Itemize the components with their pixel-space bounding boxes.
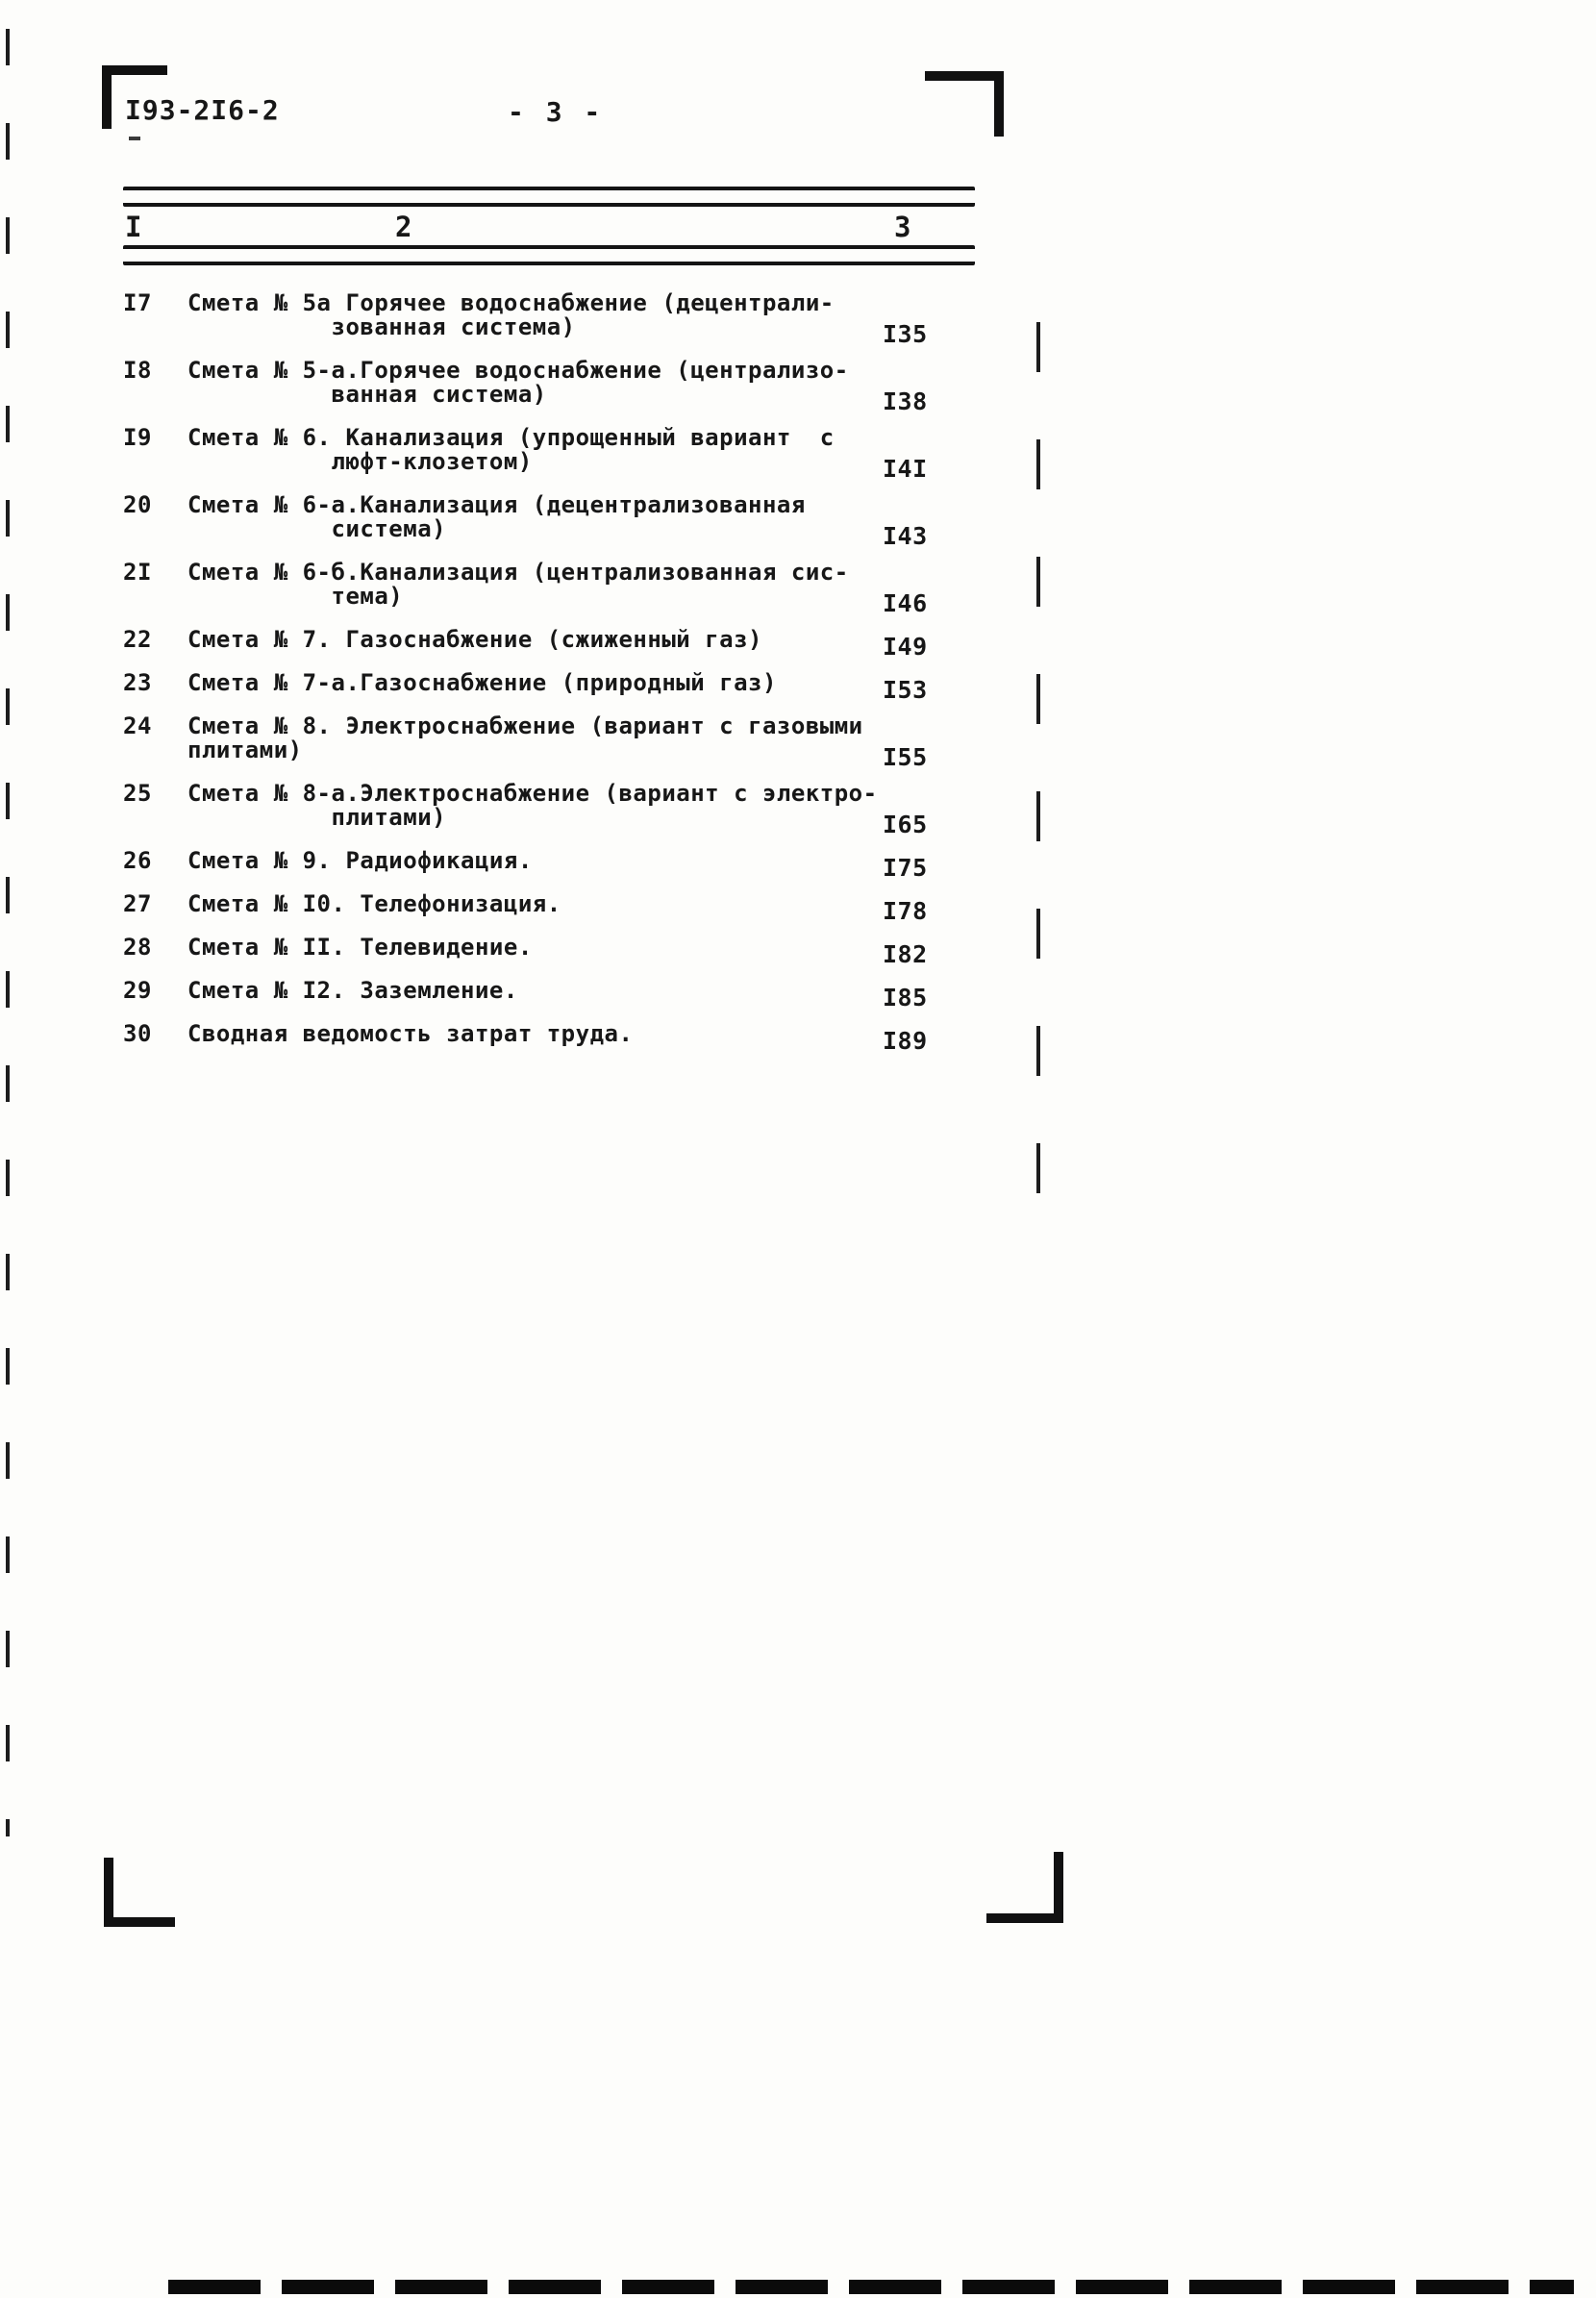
toc-row-title-line1: Смета № 5а Горячее водоснабжение (децентрали- [187,289,835,316]
toc-row-title-line1: Смета № 6-б.Канализация (централизованная сис- [187,559,849,586]
column-header-3: 3 [894,211,911,243]
toc-row-title [187,493,975,541]
toc-row-title-line1: Смета № 7. Газоснабжение (сжиженный газ) [187,626,762,653]
scan-artifact-bottom [168,2280,1574,2294]
toc-row-page: I43 [883,522,928,550]
toc-row-title [187,936,975,960]
toc-row-number: 26 [123,847,152,874]
toc-row-title-line1: Смета № 8-а.Электроснабжение (вариант с электро- [187,780,878,807]
toc-row-title-line1: Сводная ведомость затрат труда. [187,1020,634,1047]
toc-row-title [187,426,975,474]
crop-mark-bottom-right [986,1852,1063,1923]
toc-row-title [187,979,975,1003]
toc-body [123,289,975,1055]
column-header-row [123,207,975,245]
underline-mark [129,137,140,140]
toc-row [123,289,975,348]
toc-row-title-line2: ванная система) [187,381,547,408]
toc-row-title [187,671,975,695]
toc-row-number: I9 [123,424,152,451]
toc-row-page: I89 [883,1027,928,1055]
column-header-2: 2 [395,211,412,243]
toc-row [123,626,975,661]
toc-row-title [187,628,975,652]
toc-row-number: 22 [123,626,152,653]
toc-row-title-line1: Смета № I2. Заземление. [187,977,518,1004]
toc-row-number: 24 [123,712,152,739]
toc-row-number: 28 [123,934,152,961]
toc-row-page: I55 [883,743,928,771]
toc-row-title-line2: плитами) [187,804,447,831]
toc-row-title-line2: люфт-клозетом) [187,448,533,475]
toc-row-title-line1: Смета № 5-а.Горячее водоснабжение (централизо- [187,357,849,384]
toc-row-title-line1: Смета № II. Телевидение. [187,934,533,961]
toc-row-page: I38 [883,387,928,415]
toc-row-title [187,849,975,873]
toc-row-number: 27 [123,890,152,917]
toc-row-page: I65 [883,811,928,838]
toc-row-number: 2I [123,559,152,586]
toc-row-page: I82 [883,940,928,968]
toc-row-title [187,782,975,830]
toc-row-page: I78 [883,897,928,925]
double-rule-bottom [123,245,975,265]
toc-row [123,977,975,1012]
toc-row-title-line1: Смета № 7-а.Газоснабжение (природный газ) [187,669,777,696]
toc-row-number: 25 [123,780,152,807]
column-header-1: I [125,211,142,243]
toc-row-title [187,892,975,916]
toc-row-title-line2: зованная система) [187,313,576,340]
toc-row-page: I4I [883,455,928,483]
page-header [123,94,975,129]
toc-row-page: I53 [883,676,928,704]
toc-row-title [187,1022,975,1046]
crop-mark-bottom-left [104,1858,175,1927]
toc-row [123,491,975,550]
toc-row-page: I49 [883,633,928,661]
toc-row-page: I75 [883,854,928,882]
toc-row-title-line1: Смета № 9. Радиофикация. [187,847,533,874]
double-rule-top [123,187,975,207]
toc-row-page: I46 [883,589,928,617]
toc-row-title [187,714,975,762]
toc-row-number: I8 [123,357,152,384]
toc-row-title-line2: тема) [187,583,404,610]
toc-row [123,712,975,771]
toc-row-title-line2: система) [187,515,447,542]
toc-row-number: I7 [123,289,152,316]
toc-row [123,357,975,415]
toc-row [123,559,975,617]
toc-row-number: 30 [123,1020,152,1047]
toc-row-number: 20 [123,491,152,518]
toc-row [123,780,975,838]
toc-row-title [187,561,975,609]
toc-row [123,847,975,882]
toc-row [123,934,975,968]
toc-row [123,669,975,704]
toc-row-title-line1: Смета № 8. Электроснабжение (вариант с газовыми [187,712,863,739]
toc-row-page: I35 [883,320,928,348]
page-content [123,94,975,1065]
toc-row-number: 29 [123,977,152,1004]
toc-row [123,424,975,483]
document-number: I93-2I6-2 [125,94,280,126]
toc-row-number: 23 [123,669,152,696]
binding-marks-left [6,29,10,1836]
binding-marks-right [1036,322,1040,1216]
toc-row-title-line1: Смета № I0. Телефонизация. [187,890,561,917]
toc-row-title [187,359,975,407]
toc-row-title-line2: плитами) [187,737,303,763]
toc-row [123,890,975,925]
toc-row-title-line1: Смета № 6-а.Канализация (децентрализованная [187,491,806,518]
toc-row-page: I85 [883,984,928,1012]
table-head [123,187,975,265]
toc-row [123,1020,975,1055]
page-number-label: - 3 - [508,96,604,128]
toc-row-title [187,291,975,339]
toc-row-title-line1: Смета № 6. Канализация (упрощенный вариант с [187,424,835,451]
